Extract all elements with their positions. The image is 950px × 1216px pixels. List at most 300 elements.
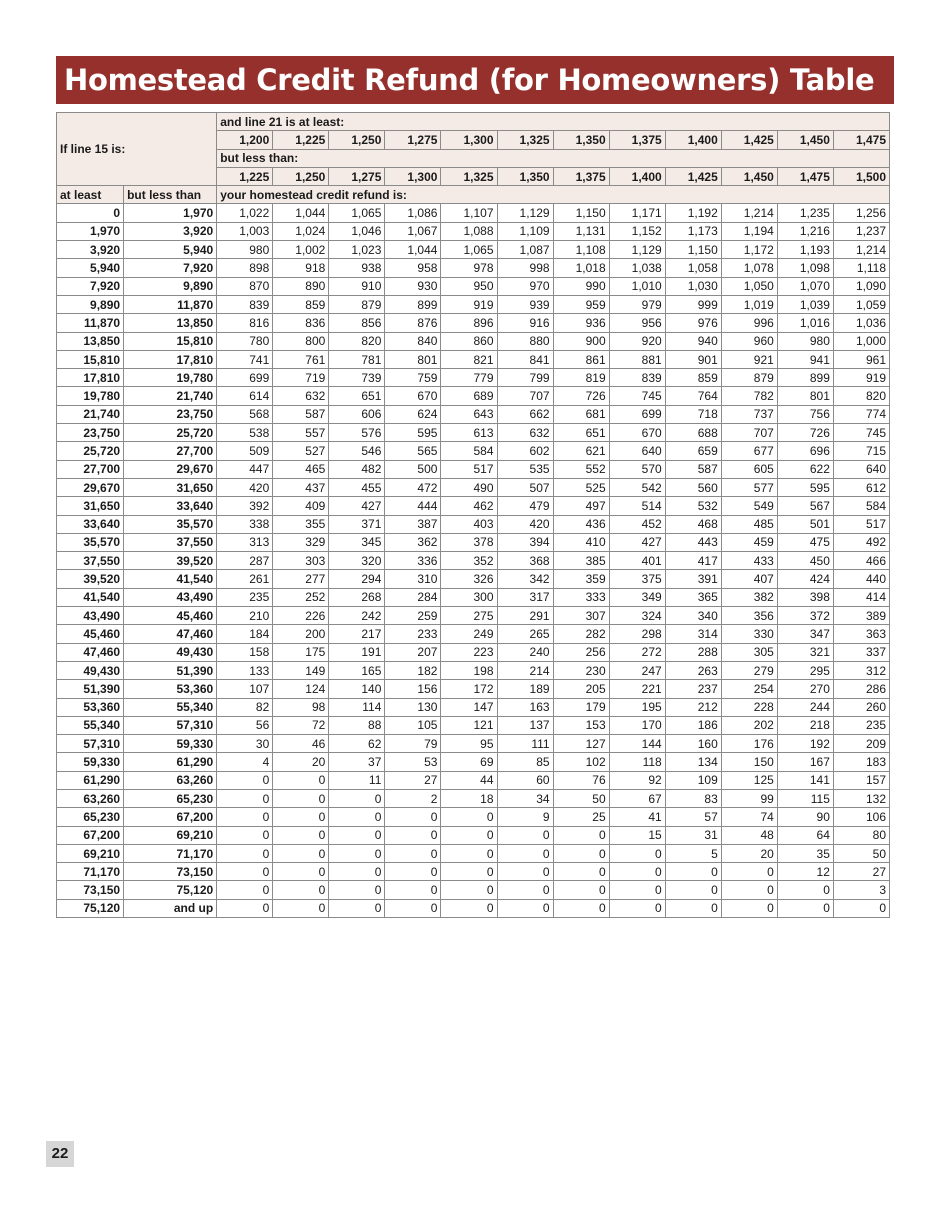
refund-value: 707: [497, 387, 553, 405]
income-less-than: 47,460: [124, 625, 217, 643]
refund-value: 452: [609, 515, 665, 533]
refund-value: 176: [721, 735, 777, 753]
refund-value: 688: [665, 424, 721, 442]
table-row: [57, 478, 890, 496]
refund-value: 403: [441, 515, 497, 533]
table-row: [57, 277, 890, 295]
refund-value: 1,019: [721, 295, 777, 313]
table-row: [57, 314, 890, 332]
refund-value: 371: [329, 515, 385, 533]
refund-value: 939: [497, 295, 553, 313]
refund-value: 67: [609, 789, 665, 807]
income-at-least: 53,360: [57, 698, 124, 716]
refund-value: 0: [609, 881, 665, 899]
table-row: [57, 332, 890, 350]
income-less-than: 37,550: [124, 533, 217, 551]
refund-value: 1,171: [609, 204, 665, 222]
refund-value: 0: [329, 844, 385, 862]
refund-value: 816: [217, 314, 273, 332]
table-row: [57, 789, 890, 807]
refund-value: 186: [665, 716, 721, 734]
refund-value: 936: [553, 314, 609, 332]
line21-at-least-value: 1,450: [777, 131, 833, 149]
refund-value: 385: [553, 552, 609, 570]
refund-value: 256: [553, 643, 609, 661]
refund-value: 497: [553, 497, 609, 515]
refund-value: 11: [329, 771, 385, 789]
refund-value: 53: [385, 753, 441, 771]
income-at-least: 9,890: [57, 295, 124, 313]
refund-value: 0: [665, 899, 721, 917]
refund-value: 1,129: [609, 241, 665, 259]
refund-value: 72: [273, 716, 329, 734]
refund-value: 172: [441, 680, 497, 698]
refund-value: 1,018: [553, 259, 609, 277]
refund-value: 0: [553, 899, 609, 917]
refund-value: 427: [329, 497, 385, 515]
refund-value: 80: [833, 826, 889, 844]
table-row: [57, 222, 890, 240]
table-row: [57, 844, 890, 862]
income-less-than: 1,970: [124, 204, 217, 222]
refund-value: 0: [497, 863, 553, 881]
refund-value: 0: [609, 863, 665, 881]
income-at-least: 21,740: [57, 405, 124, 423]
refund-value: 1,108: [553, 241, 609, 259]
refund-value: 761: [273, 350, 329, 368]
refund-value: 0: [273, 771, 329, 789]
refund-value: 25: [553, 808, 609, 826]
table-row: [57, 369, 890, 387]
refund-value: 336: [385, 552, 441, 570]
refund-value: 156: [385, 680, 441, 698]
income-less-than: 9,890: [124, 277, 217, 295]
line21-at-least-value: 1,350: [553, 131, 609, 149]
refund-value: 881: [609, 350, 665, 368]
refund-value: 37: [329, 753, 385, 771]
refund-value: 640: [609, 442, 665, 460]
refund-value: 719: [273, 369, 329, 387]
income-at-least: 11,870: [57, 314, 124, 332]
refund-value: 74: [721, 808, 777, 826]
refund-value: 160: [665, 735, 721, 753]
refund-value: 147: [441, 698, 497, 716]
refund-value: 1,065: [329, 204, 385, 222]
refund-value: 879: [721, 369, 777, 387]
refund-value: 0: [217, 771, 273, 789]
refund-value: 444: [385, 497, 441, 515]
refund-value: 5: [665, 844, 721, 862]
refund-value: 35: [777, 844, 833, 862]
refund-value: 277: [273, 570, 329, 588]
refund-value: 144: [609, 735, 665, 753]
income-less-than: 33,640: [124, 497, 217, 515]
refund-value: 249: [441, 625, 497, 643]
refund-value: 1,023: [329, 241, 385, 259]
refund-value: 821: [441, 350, 497, 368]
refund-value: 715: [833, 442, 889, 460]
refund-value: 392: [217, 497, 273, 515]
income-at-least: 1,970: [57, 222, 124, 240]
table-row: [57, 826, 890, 844]
header-row-line21: [57, 113, 890, 131]
refund-value: 170: [609, 716, 665, 734]
refund-value: 0: [273, 863, 329, 881]
refund-value: 284: [385, 588, 441, 606]
refund-value: 218: [777, 716, 833, 734]
refund-value: 247: [609, 661, 665, 679]
refund-value: 466: [833, 552, 889, 570]
refund-value: 0: [329, 881, 385, 899]
refund-value: 919: [833, 369, 889, 387]
table-row: [57, 735, 890, 753]
refund-value: 1,107: [441, 204, 497, 222]
refund-value: 482: [329, 460, 385, 478]
refund-value: 132: [833, 789, 889, 807]
refund-value: 394: [497, 533, 553, 551]
refund-value: 602: [497, 442, 553, 460]
line21-at-least-value: 1,275: [385, 131, 441, 149]
refund-value: 538: [217, 424, 273, 442]
refund-value: 382: [721, 588, 777, 606]
refund-value: 0: [273, 844, 329, 862]
table-row: [57, 533, 890, 551]
refund-value: 90: [777, 808, 833, 826]
refund-value: 910: [329, 277, 385, 295]
table-row: [57, 771, 890, 789]
refund-value: 999: [665, 295, 721, 313]
table-row: [57, 808, 890, 826]
refund-value: 133: [217, 661, 273, 679]
refund-value: 595: [385, 424, 441, 442]
refund-value: 0: [777, 881, 833, 899]
table-row: [57, 588, 890, 606]
refund-value: 27: [833, 863, 889, 881]
refund-value: 268: [329, 588, 385, 606]
refund-value: 0: [665, 863, 721, 881]
refund-value: 191: [329, 643, 385, 661]
refund-value: 726: [553, 387, 609, 405]
refund-value: 298: [609, 625, 665, 643]
refund-value: 0: [273, 789, 329, 807]
table-row: [57, 241, 890, 259]
refund-value: 314: [665, 625, 721, 643]
refund-value: 901: [665, 350, 721, 368]
refund-value: 303: [273, 552, 329, 570]
income-at-least: 35,570: [57, 533, 124, 551]
refund-value: 345: [329, 533, 385, 551]
income-less-than: 13,850: [124, 314, 217, 332]
refund-value: 313: [217, 533, 273, 551]
refund-value: 235: [833, 716, 889, 734]
refund-value: 576: [329, 424, 385, 442]
refund-value: 338: [217, 515, 273, 533]
refund-value: 756: [777, 405, 833, 423]
refund-value: 501: [777, 515, 833, 533]
line21-at-least-value: 1,400: [665, 131, 721, 149]
refund-value: 0: [385, 844, 441, 862]
refund-value: 1,036: [833, 314, 889, 332]
refund-value: 233: [385, 625, 441, 643]
refund-value: 570: [609, 460, 665, 478]
refund-value: 317: [497, 588, 553, 606]
refund-value: 294: [329, 570, 385, 588]
income-at-least: 31,650: [57, 497, 124, 515]
refund-value: 659: [665, 442, 721, 460]
refund-value: 1,002: [273, 241, 329, 259]
refund-value: 240: [497, 643, 553, 661]
refund-value: 542: [609, 478, 665, 496]
refund-value: 261: [217, 570, 273, 588]
refund-value: 1,150: [665, 241, 721, 259]
refund-value: 82: [217, 698, 273, 716]
refund-value: 407: [721, 570, 777, 588]
refund-value: 363: [833, 625, 889, 643]
refund-value: 899: [385, 295, 441, 313]
income-less-than: 35,570: [124, 515, 217, 533]
refund-value: 485: [721, 515, 777, 533]
refund-value: 60: [497, 771, 553, 789]
refund-value: 387: [385, 515, 441, 533]
refund-value: 95: [441, 735, 497, 753]
refund-value: 235: [217, 588, 273, 606]
refund-value: 759: [385, 369, 441, 387]
income-at-least: 37,550: [57, 552, 124, 570]
line21-label: and line 21 is at least:: [217, 113, 890, 131]
refund-value: 0: [553, 826, 609, 844]
refund-value: 979: [609, 295, 665, 313]
refund-value: 819: [553, 369, 609, 387]
refund-value: 79: [385, 735, 441, 753]
table-header: [57, 113, 890, 204]
income-less-than: 39,520: [124, 552, 217, 570]
refund-value: 1,214: [721, 204, 777, 222]
refund-value: 409: [273, 497, 329, 515]
refund-value: 368: [497, 552, 553, 570]
refund-value: 517: [833, 515, 889, 533]
refund-value: 352: [441, 552, 497, 570]
but-less-than-label: but less than:: [217, 149, 890, 167]
refund-value: 433: [721, 552, 777, 570]
refund-value: 890: [273, 277, 329, 295]
refund-label: your homestead credit refund is:: [217, 186, 890, 204]
refund-value: 424: [777, 570, 833, 588]
income-at-least: 27,700: [57, 460, 124, 478]
refund-value: 1,024: [273, 222, 329, 240]
income-less-than: 17,810: [124, 350, 217, 368]
refund-value: 507: [497, 478, 553, 496]
refund-value: 125: [721, 771, 777, 789]
refund-value: 920: [609, 332, 665, 350]
line21-less-than-value: 1,375: [553, 167, 609, 185]
refund-value: 0: [273, 881, 329, 899]
income-less-than: 19,780: [124, 369, 217, 387]
refund-value: 876: [385, 314, 441, 332]
income-at-least: 47,460: [57, 643, 124, 661]
table-row: [57, 497, 890, 515]
line21-less-than-value: 1,300: [385, 167, 441, 185]
refund-value: 57: [665, 808, 721, 826]
income-less-than: 41,540: [124, 570, 217, 588]
refund-value: 1,150: [553, 204, 609, 222]
refund-value: 259: [385, 607, 441, 625]
refund-value: 347: [777, 625, 833, 643]
refund-value: 739: [329, 369, 385, 387]
refund-value: 841: [497, 350, 553, 368]
refund-value: 167: [777, 753, 833, 771]
refund-value: 737: [721, 405, 777, 423]
refund-value: 552: [553, 460, 609, 478]
income-less-than: 53,360: [124, 680, 217, 698]
refund-value: 0: [385, 899, 441, 917]
refund-value: 0: [441, 881, 497, 899]
refund-value: 587: [273, 405, 329, 423]
refund-value: 0: [441, 808, 497, 826]
refund-value: 337: [833, 643, 889, 661]
refund-value: 153: [553, 716, 609, 734]
refund-value: 525: [553, 478, 609, 496]
refund-value: 535: [497, 460, 553, 478]
refund-value: 820: [833, 387, 889, 405]
refund-value: 329: [273, 533, 329, 551]
line21-less-than-value: 1,450: [721, 167, 777, 185]
refund-value: 800: [273, 332, 329, 350]
income-less-than: 23,750: [124, 405, 217, 423]
income-at-least: 61,290: [57, 771, 124, 789]
refund-value: 1,070: [777, 277, 833, 295]
refund-value: 565: [385, 442, 441, 460]
refund-value: 950: [441, 277, 497, 295]
income-less-than: 61,290: [124, 753, 217, 771]
table-row: [57, 460, 890, 478]
refund-value: 443: [665, 533, 721, 551]
income-less-than: 73,150: [124, 863, 217, 881]
refund-value: 140: [329, 680, 385, 698]
income-less-than: 29,670: [124, 460, 217, 478]
refund-value: 124: [273, 680, 329, 698]
refund-value: 210: [217, 607, 273, 625]
refund-value: 879: [329, 295, 385, 313]
refund-value: 221: [609, 680, 665, 698]
income-less-than: 49,430: [124, 643, 217, 661]
refund-value: 450: [777, 552, 833, 570]
refund-value: 517: [441, 460, 497, 478]
income-at-least: 17,810: [57, 369, 124, 387]
refund-value: 0: [329, 808, 385, 826]
refund-value: 455: [329, 478, 385, 496]
table-row: [57, 680, 890, 698]
line21-less-than-value: 1,400: [609, 167, 665, 185]
refund-value: 643: [441, 405, 497, 423]
table-row: [57, 899, 890, 917]
refund-value: 447: [217, 460, 273, 478]
income-at-least: 63,260: [57, 789, 124, 807]
income-less-than: 75,120: [124, 881, 217, 899]
refund-value: 76: [553, 771, 609, 789]
refund-value: 718: [665, 405, 721, 423]
table-row: [57, 753, 890, 771]
refund-value: 0: [609, 899, 665, 917]
refund-value: 1,214: [833, 241, 889, 259]
refund-value: 64: [777, 826, 833, 844]
refund-value: 1,003: [217, 222, 273, 240]
refund-value: 31: [665, 826, 721, 844]
refund-value: 780: [217, 332, 273, 350]
refund-value: 0: [665, 881, 721, 899]
refund-value: 270: [777, 680, 833, 698]
income-less-than: 65,230: [124, 789, 217, 807]
line21-less-than-value: 1,250: [273, 167, 329, 185]
refund-value: 1,087: [497, 241, 553, 259]
refund-value: 0: [385, 881, 441, 899]
line21-less-than-value: 1,225: [217, 167, 273, 185]
refund-value: 362: [385, 533, 441, 551]
income-less-than: 25,720: [124, 424, 217, 442]
refund-value: 12: [777, 863, 833, 881]
refund-value: 527: [273, 442, 329, 460]
refund-value: 1,039: [777, 295, 833, 313]
refund-value: 437: [273, 478, 329, 496]
refund-value: 1,194: [721, 222, 777, 240]
refund-value: 1,000: [833, 332, 889, 350]
table-row: [57, 643, 890, 661]
refund-value: 930: [385, 277, 441, 295]
refund-value: 1,086: [385, 204, 441, 222]
refund-value: 1,059: [833, 295, 889, 313]
refund-value: 961: [833, 350, 889, 368]
refund-value: 18: [441, 789, 497, 807]
refund-value: 3: [833, 881, 889, 899]
refund-value: 1,090: [833, 277, 889, 295]
refund-value: 509: [217, 442, 273, 460]
refund-value: 801: [777, 387, 833, 405]
income-at-least: 57,310: [57, 735, 124, 753]
line21-at-least-value: 1,225: [273, 131, 329, 149]
income-at-least: 29,670: [57, 478, 124, 496]
refund-value: 200: [273, 625, 329, 643]
refund-value: 465: [273, 460, 329, 478]
refund-value: 860: [441, 332, 497, 350]
refund-value: 1,058: [665, 259, 721, 277]
refund-value: 99: [721, 789, 777, 807]
income-at-least: 7,920: [57, 277, 124, 295]
refund-value: 956: [609, 314, 665, 332]
refund-value: 0: [497, 844, 553, 862]
refund-value: 440: [833, 570, 889, 588]
refund-value: 189: [497, 680, 553, 698]
refund-value: 1,129: [497, 204, 553, 222]
refund-value: 4: [217, 753, 273, 771]
refund-value: 870: [217, 277, 273, 295]
refund-value: 0: [441, 863, 497, 881]
refund-value: 359: [553, 570, 609, 588]
income-less-than: 21,740: [124, 387, 217, 405]
refund-value: 764: [665, 387, 721, 405]
refund-value: 1,022: [217, 204, 273, 222]
refund-value: 83: [665, 789, 721, 807]
refund-value: 900: [553, 332, 609, 350]
refund-value: 230: [553, 661, 609, 679]
refund-value: 237: [665, 680, 721, 698]
refund-value: 0: [273, 826, 329, 844]
refund-value: 549: [721, 497, 777, 515]
refund-value: 699: [609, 405, 665, 423]
refund-value: 0: [217, 863, 273, 881]
refund-value: 307: [553, 607, 609, 625]
income-at-least: 51,390: [57, 680, 124, 698]
refund-value: 41: [609, 808, 665, 826]
refund-value: 560: [665, 478, 721, 496]
